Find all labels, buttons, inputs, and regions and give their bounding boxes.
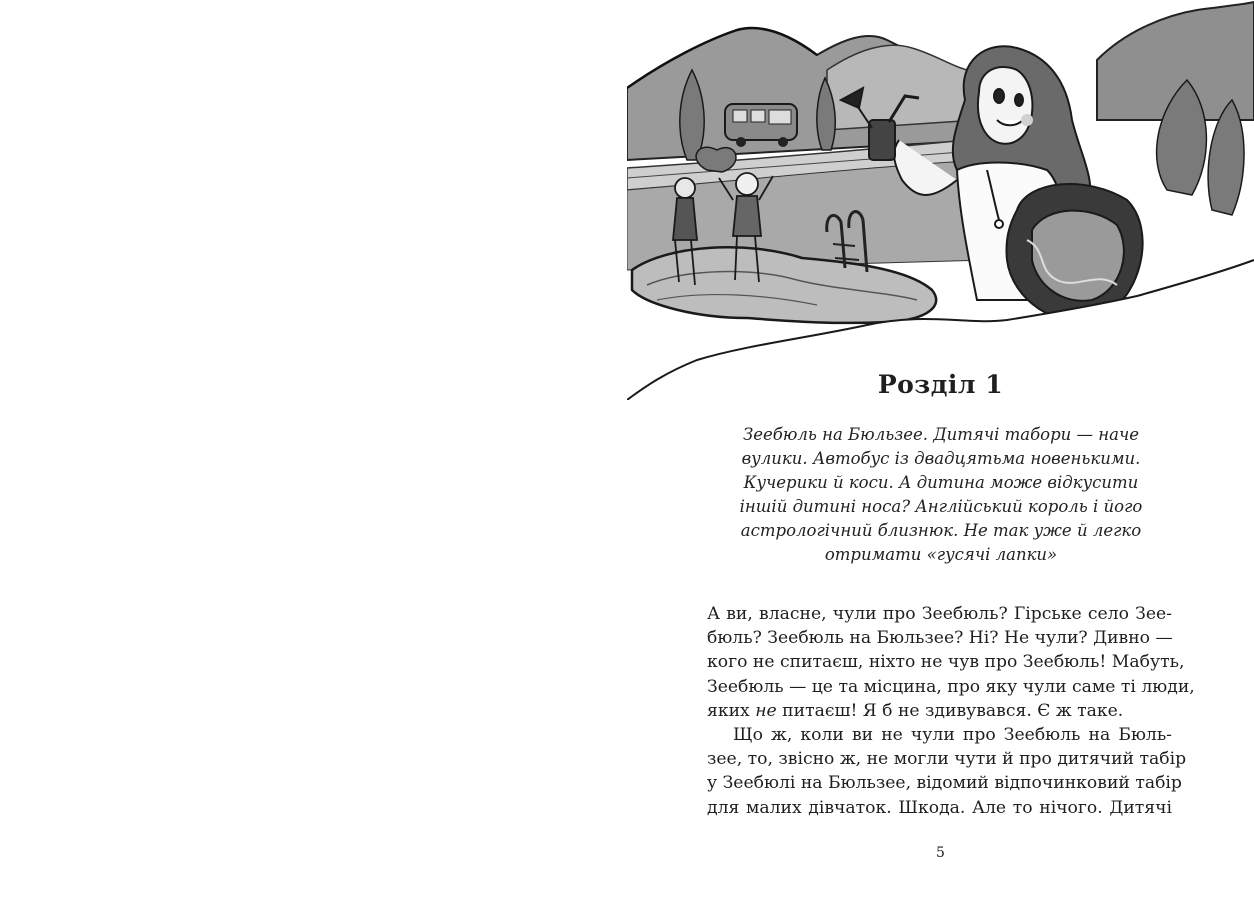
body-line: кого не спитаєш, ніхто не чув про Зеебюль! Мабуть, bbox=[707, 652, 1185, 673]
summary-line: астрологічний близнюк. Не так уже й легко bbox=[740, 521, 1142, 540]
body-line: бюль? Зеебюль на Бюльзее? Ні? Не чули? Дивно — bbox=[707, 628, 1173, 649]
body-line: для малих дівчаток. Шкода. Але то нічого. Дитячі bbox=[707, 797, 1172, 818]
bus-drawing bbox=[725, 104, 797, 147]
body-line: А ви, власне, чули про Зеебюль? Гірське село Зее- bbox=[707, 604, 1172, 624]
body-line: зее, то, звісно ж, не могли чути й про дитячий табір bbox=[707, 749, 1187, 770]
body-paragraphs bbox=[707, 602, 1195, 820]
summary-line: отримати «гусячі лапки» bbox=[824, 545, 1058, 564]
right-page bbox=[627, 0, 1254, 908]
summary-line: Зеебюль на Бюльзее. Дитячі табори — наче bbox=[742, 425, 1140, 444]
page-number: 5 bbox=[936, 845, 945, 861]
chapter-summary bbox=[731, 423, 1151, 567]
chapter-title: Розділ 1 bbox=[877, 370, 1004, 399]
body-line: Зеебюль — це та місцина, про яку чули саме ті люди, bbox=[707, 676, 1195, 697]
body-line: у Зеебюлі на Бюльзее, відомий відпочинковий табір bbox=[707, 773, 1182, 794]
emphasis-text: не bbox=[755, 700, 777, 721]
body-line: яких не питаєш! Я б не здивувався. Є ж таке. bbox=[707, 700, 1124, 721]
chapter-illustration bbox=[627, 0, 1254, 400]
summary-line: Кучерики й коси. А дитина може відкусити bbox=[743, 473, 1139, 492]
body-line: Що ж, коли ви не чули про Зеебюль на Бюль- bbox=[733, 725, 1172, 746]
summary-line: іншій дитині носа? Англійський король і його bbox=[739, 497, 1143, 516]
summary-line: вулики. Автобус із двадцятьма новенькими. bbox=[741, 449, 1141, 468]
